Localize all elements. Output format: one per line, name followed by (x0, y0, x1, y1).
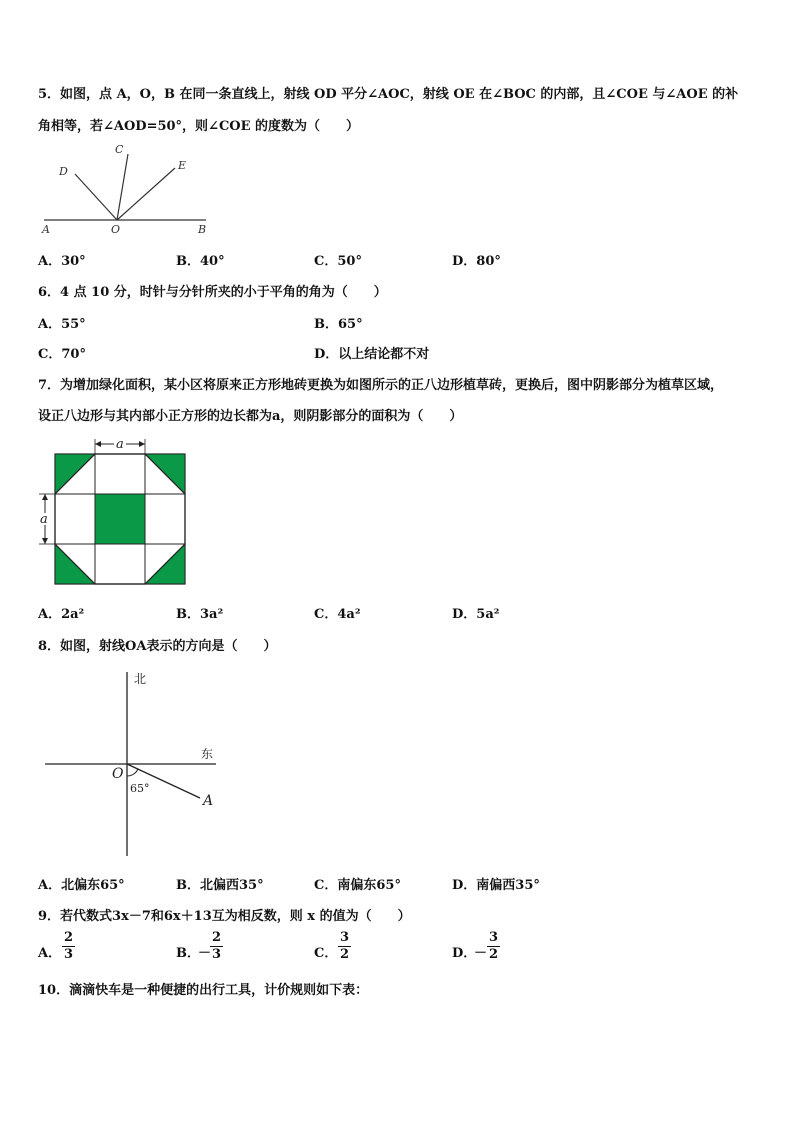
q5-label-B: B (198, 223, 207, 236)
q9-option-c-fraction (338, 930, 351, 963)
q8-direction-figure (40, 666, 230, 862)
q7-dim-label-left: a (40, 512, 48, 527)
q5-option-b: B．40° (176, 254, 225, 269)
q9-option-a-label: A． (38, 946, 62, 961)
q6-option-a: A．55° (38, 317, 86, 332)
q9-option-b-label: B． (176, 946, 200, 961)
q5-label-O: O (111, 223, 121, 236)
q5-label-C: C (115, 143, 124, 156)
q5-stem-line2: 角相等，若∠AOD=50°，则∠COE 的度数为（ ） (38, 119, 360, 134)
q5-angle-figure (38, 140, 218, 238)
q8-option-c: C．南偏东65° (314, 878, 401, 893)
q7-option-d: D．5a² (452, 607, 500, 622)
q5-option-c: C．50° (314, 254, 362, 269)
q8-label-angle: 65° (130, 782, 150, 795)
q6-option-b: B．65° (314, 317, 363, 332)
q6-option-d: D．以上结论都不对 (314, 347, 430, 362)
q9-option-d-fraction (487, 930, 500, 963)
q7-dim-label-top: a (116, 437, 124, 452)
q7-option-a: A．2a² (38, 607, 85, 622)
q8-option-a: A．北偏东65° (38, 878, 125, 893)
q10-stem: 10．滴滴快车是一种便捷的出行工具，计价规则如下表： (38, 983, 369, 998)
q5-label-D: D (59, 165, 68, 178)
q6-stem: 6．4 点 10 分，时针与分针所夹的小于平角的角为（ ） (38, 285, 387, 300)
q9-option-a-numerator: 2 (64, 930, 74, 945)
q5-ray-OC (117, 154, 128, 220)
q9-option-a-fraction (62, 930, 75, 963)
q7-stem-line1: 7．为增加绿化面积，某小区将原来正方形地砖更换为如图所示的正八边形植草砖，更换后，图中阴影部分为植草区域， (38, 378, 724, 393)
q9-option-c-numerator: 3 (340, 930, 350, 945)
q9-option-d-label: D． (452, 946, 477, 961)
q7-stem-line2: 设正八边形与其内部小正方形的边长都为a，则阴影部分的面积为（ ） (38, 409, 463, 424)
q8-label-origin: O (112, 766, 124, 782)
q5-label-A: A (42, 223, 50, 236)
q9-option-b-numerator: 2 (212, 930, 222, 945)
q5-ray-OD (75, 174, 117, 220)
q7-inner-square (95, 494, 145, 544)
q8-label-A: A (203, 793, 214, 809)
q9-option-c-denominator: 2 (340, 947, 350, 962)
q9-option-b-fraction (210, 930, 223, 963)
q9-option-d-numerator: 3 (489, 930, 499, 945)
q5-option-a: A．30° (38, 254, 86, 269)
q8-angle-arc (127, 769, 138, 776)
q8-label-north: 北 (134, 672, 147, 686)
q9-option-c-label: C． (314, 946, 338, 961)
q8-stem: 8．如图，射线OA表示的方向是（ ） (38, 639, 277, 654)
q5-label-E: E (178, 159, 187, 172)
q7-option-b: B．3a² (176, 607, 224, 622)
q6-option-c: C．70° (38, 347, 86, 362)
q7-tile-figure (36, 436, 190, 588)
q9-stem: 9．若代数式3x－7和6x＋13互为相反数，则 x 的值为（ ） (38, 909, 411, 924)
q9-option-b-sign: － (198, 946, 212, 961)
q8-label-east: 东 (201, 747, 214, 761)
q9-option-a-denominator: 3 (64, 947, 74, 962)
q7-option-c: C．4a² (314, 607, 361, 622)
q5-stem-line1: 5．如图，点 A，O，B 在同一条直线上，射线 OD 平分∠AOC，射线 OE 在∠BOC 的内部，且∠COE 与∠AOE 的补 (38, 87, 739, 102)
q5-option-d: D．80° (452, 254, 501, 269)
q9-option-d-denominator: 2 (489, 947, 499, 962)
q9-option-b-denominator: 3 (212, 947, 222, 962)
q8-option-b: B．北偏西35° (176, 878, 264, 893)
q9-option-d-sign: － (474, 946, 488, 961)
q5-ray-OE (117, 168, 175, 220)
q8-option-d: D．南偏西35° (452, 878, 540, 893)
